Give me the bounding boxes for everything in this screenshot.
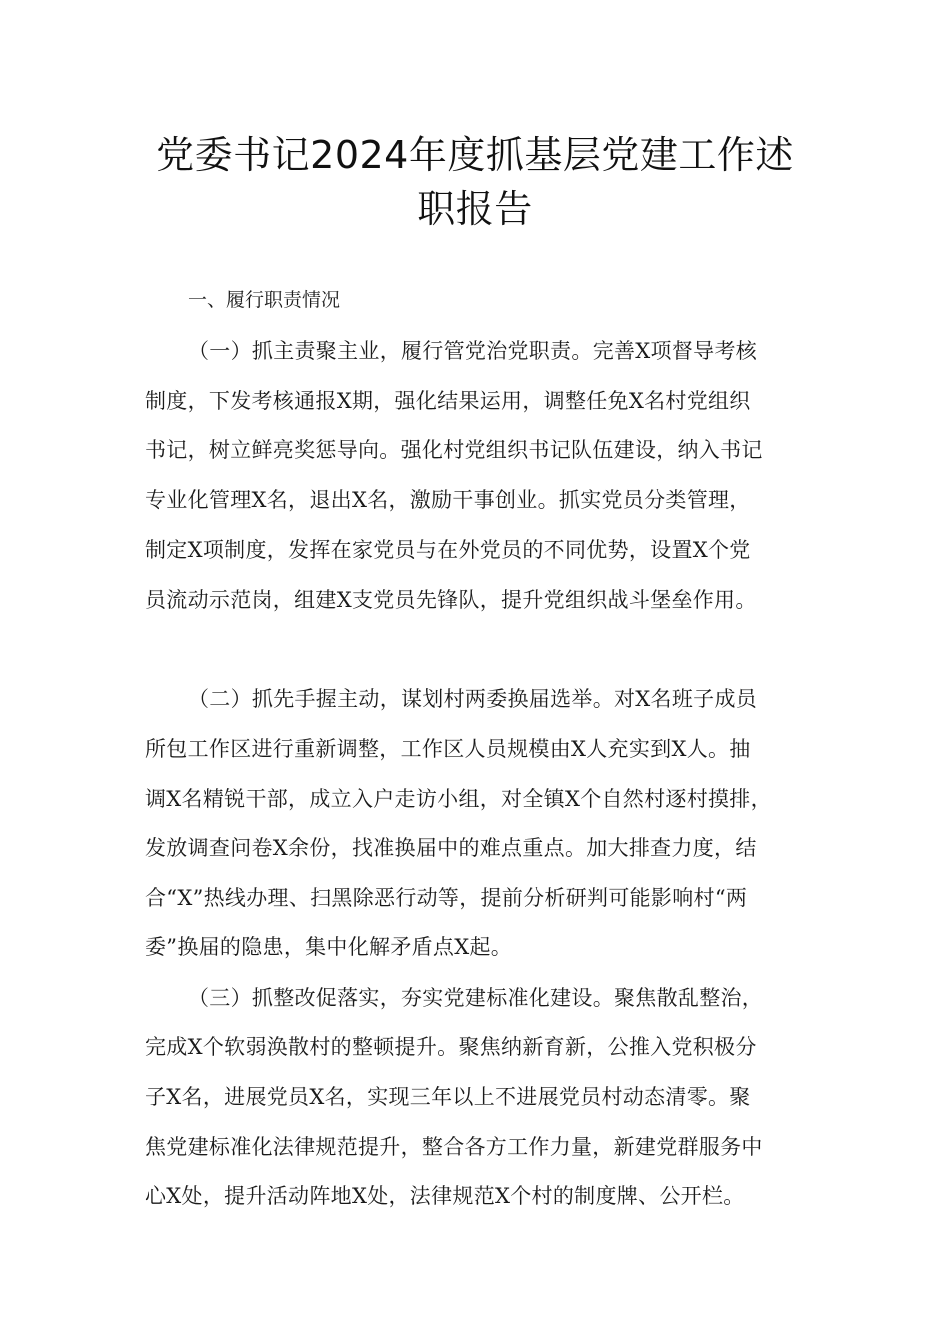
section-heading: 一、履行职责情况: [188, 289, 341, 311]
paragraph-1-line-6: 员流动示范岗，组建X支党员先锋队，提升党组织战斗堡垒作用。: [145, 588, 757, 612]
paragraph-3-line-1: （三）抓整改促落实，夯实党建标准化建设。聚焦散乱整治，: [188, 986, 764, 1010]
paragraph-1-line-5: 制定X项制度，发挥在家党员与在外党员的不同优势，设置X个党: [145, 538, 751, 562]
paragraph-2-line-3: 调X名精锐干部，成立入户走访小组，对全镇X个自然村逐村摸排，: [145, 787, 772, 811]
paragraph-2-line-5: 合“X”热线办理、扫黑除恶行动等，提前分析研判可能影响村“两: [145, 886, 748, 910]
document-title-line-1: 党委书记2024年度抓基层党建工作述: [156, 133, 794, 177]
document-title-line-2: 职报告: [417, 187, 533, 231]
paragraph-1-line-3: 书记，树立鲜亮奖惩导向。强化村党组织书记队伍建设，纳入书记: [145, 438, 763, 462]
paragraph-3-line-3: 子X名，进展党员X名，实现三年以上不进展党员村动态清零。聚: [145, 1085, 751, 1109]
paragraph-2-line-4: 发放调查问卷X余份，找准换届中的难点重点。加大排查力度，结: [145, 836, 757, 860]
paragraph-2-line-1: （二）抓先手握主动，谋划村两委换届选举。对X名班子成员: [188, 687, 758, 711]
paragraph-3-line-2: 完成X个软弱涣散村的整顿提升。聚焦纳新育新，公推入党积极分: [145, 1035, 757, 1059]
paragraph-1-line-4: 专业化管理X名，退出X名，激励干事创业。抓实党员分类管理，: [145, 488, 751, 512]
paragraph-2-line-2: 所包工作区进行重新调整，工作区人员规模由X人充实到X人。抽: [145, 737, 751, 761]
paragraph-1-line-1: （一）抓主责聚主业，履行管党治党职责。完善X项督导考核: [188, 339, 758, 363]
paragraph-1-line-2: 制度，下发考核通报X期，强化结果运用，调整任免X名村党组织: [145, 389, 751, 413]
paragraph-3-line-4: 焦党建标准化法律规范提升，整合各方工作力量，新建党群服务中: [145, 1135, 763, 1159]
paragraph-3-line-5: 心X处，提升活动阵地X处，法律规范X个村的制度牌、公开栏。: [145, 1184, 745, 1208]
paragraph-2-line-6: 委”换届的隐患，集中化解矛盾点X起。: [145, 935, 513, 959]
